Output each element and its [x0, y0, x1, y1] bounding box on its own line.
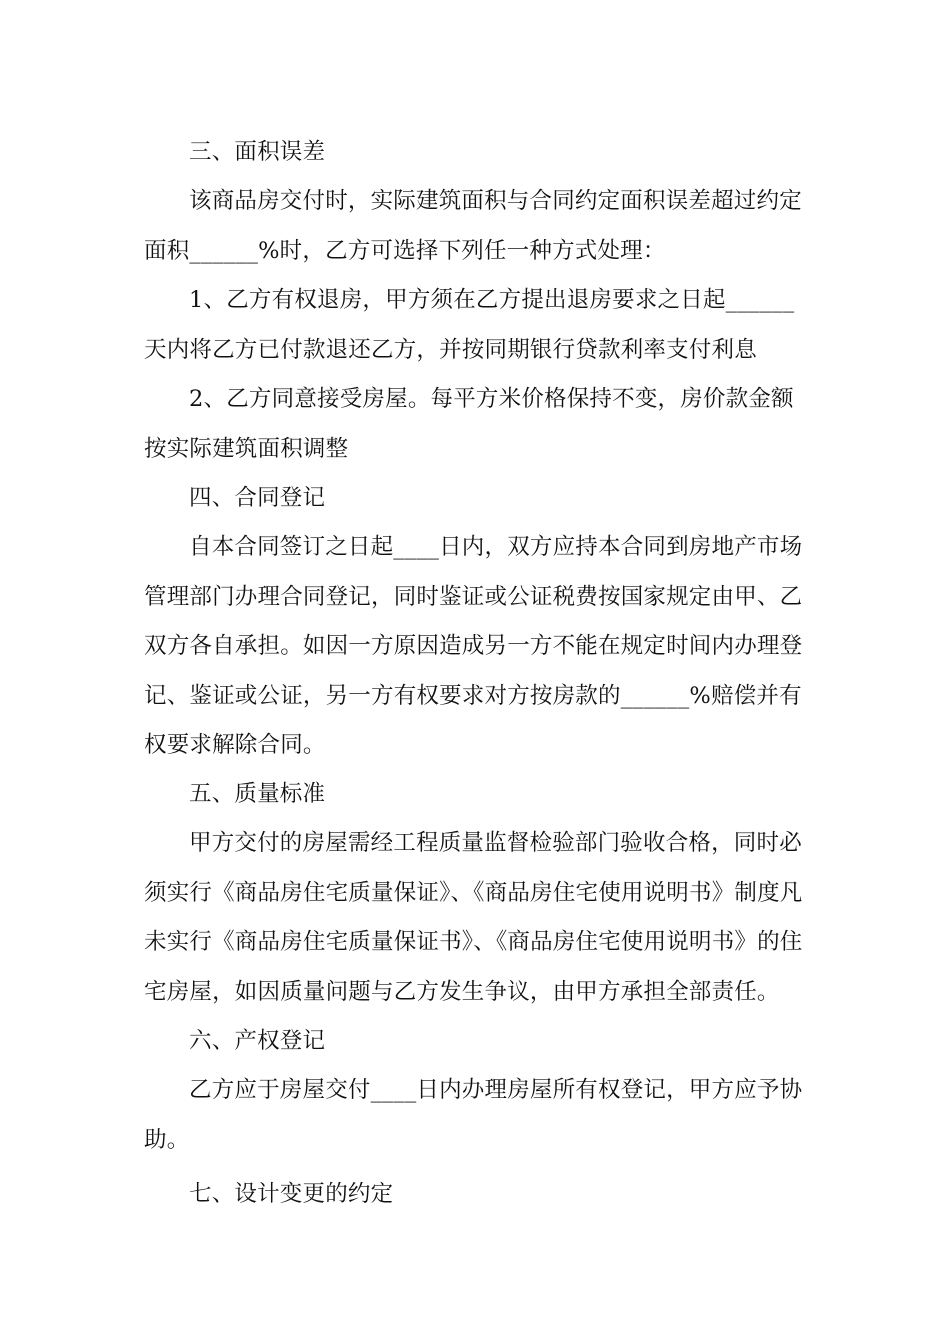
paragraph-option-1: 1、乙方有权退房，甲方须在乙方提出退房要求之日起______天内将乙方已付款退还乙方，并按同期银行贷款利率支付利息 [144, 287, 795, 363]
section-heading-area-error: 三、面积误差 [189, 139, 326, 165]
paragraph-contract-registration: 自本合同签订之日起____日内，双方应持本合同到房地产市场管理部门办理合同登记，同时鉴证或公证税费按国家规定由甲、乙双方各自承担。如因一方原因造成另一方不能在规定时间内办理登记、鉴证或公证，另一方有权要求对方按房款的______%赔偿并有权要求解除合同。 [144, 534, 803, 758]
paragraph-title-registration: 乙方应于房屋交付____日内办理房屋所有权登记，甲方应予协助。 [144, 1077, 803, 1153]
paragraph-option-2: 2、乙方同意接受房屋。每平方米价格保持不变，房价款金额按实际建筑面积调整 [144, 386, 794, 462]
section-heading-contract-registration: 四、合同登记 [189, 485, 326, 511]
paragraph-quality-standard: 甲方交付的房屋需经工程质量监督检验部门验收合格，同时必须实行《商品房住宅质量保证》、《商品房住宅使用说明书》制度凡未实行《商品房住宅质量保证书》、《商品房住宅使用说明书》的住宅房屋，如因质量问题与乙方发生争议，由甲方承担全部责任。 [144, 830, 803, 1005]
section-heading-title-registration: 六、产权登记 [189, 1028, 326, 1054]
section-heading-quality-standard: 五、质量标准 [189, 781, 326, 807]
paragraph-area-error-intro: 该商品房交付时，实际建筑面积与合同约定面积误差超过约定面积______%时，乙方可选择下列任一种方式处理： [144, 188, 802, 264]
section-heading-design-change: 七、设计变更的约定 [189, 1181, 394, 1207]
